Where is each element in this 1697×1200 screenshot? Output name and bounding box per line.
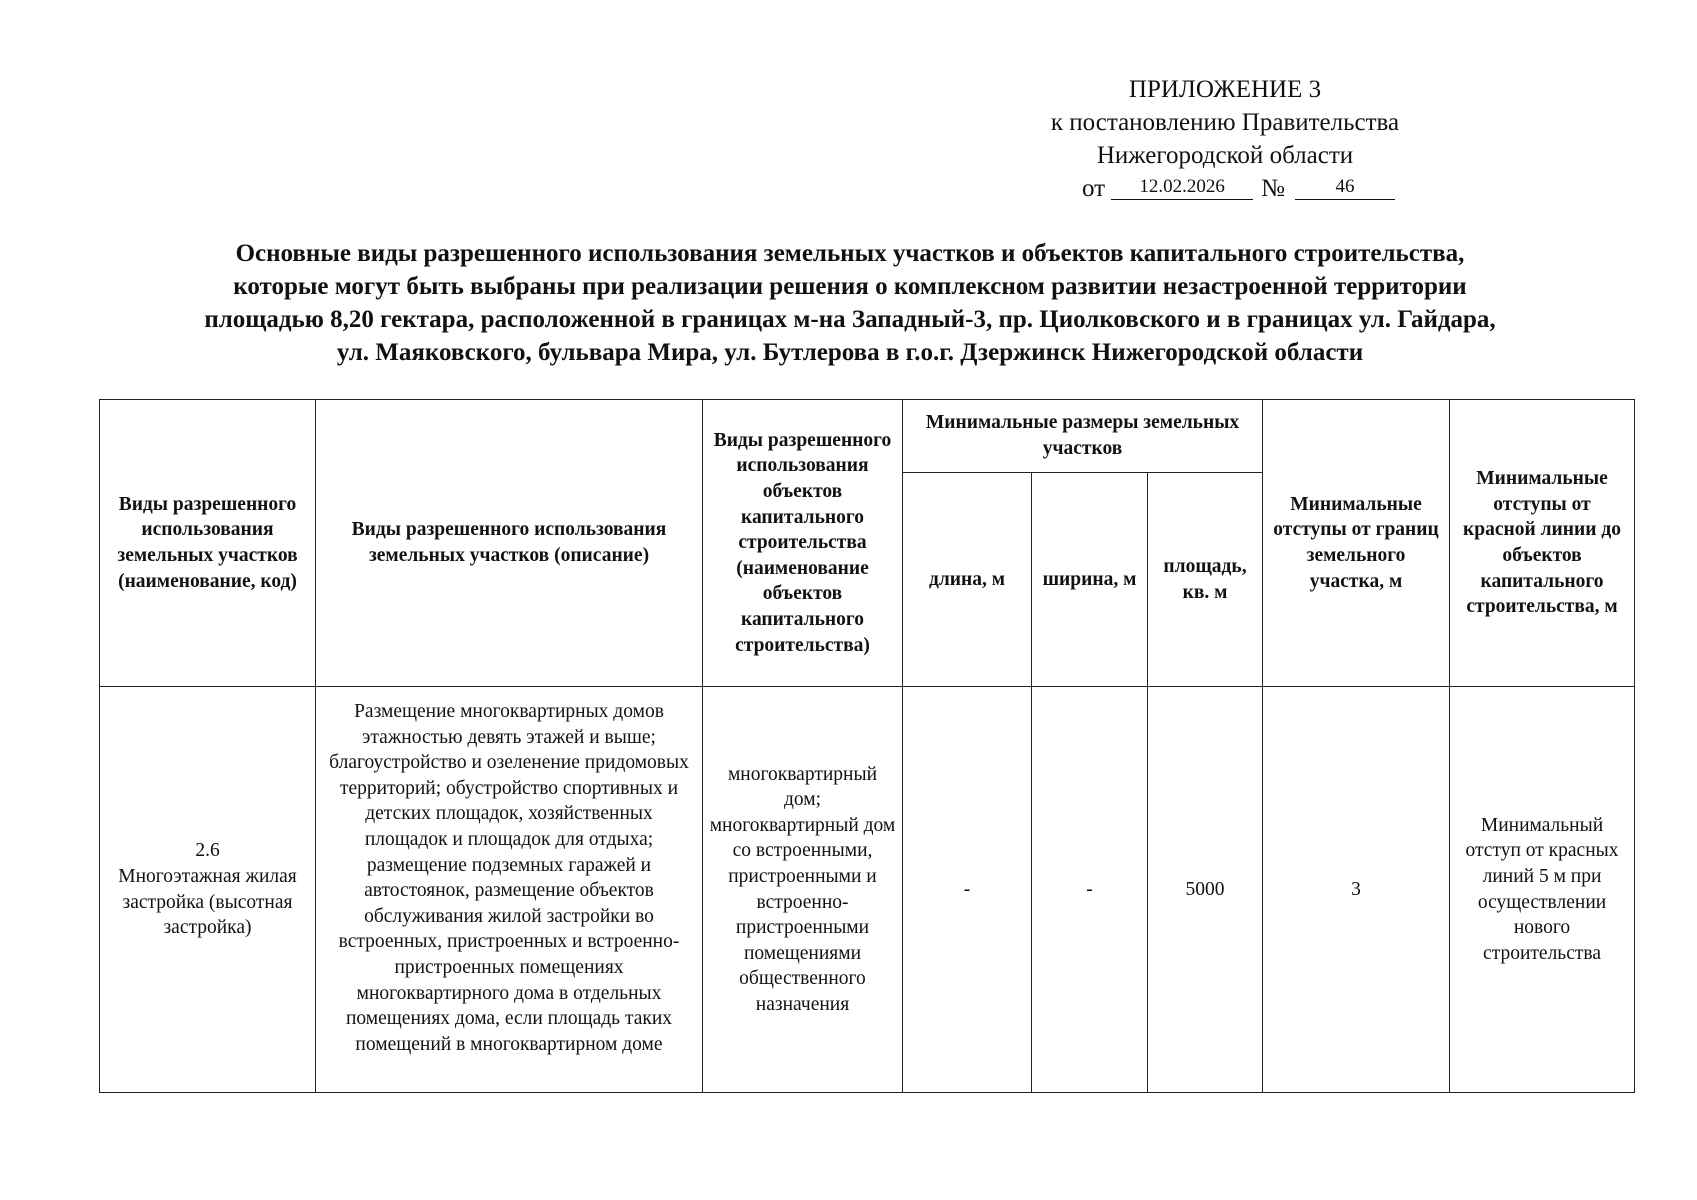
document-title xyxy=(100,237,1600,369)
appendix-region-line: Нижегородской области xyxy=(1096,142,1354,169)
cell-setback-borders: 3 xyxy=(1263,687,1450,1093)
header-land-use-name-code: Виды разрешенного использования земельных участков (наименование, код) xyxy=(100,400,316,687)
header-setback-red-line: Минимальные отступы от красной линии до объектов капитального строительства, м xyxy=(1450,400,1635,687)
header-setback-borders: Минимальные отступы от границ земельного участка, м xyxy=(1263,400,1450,687)
number-label: № xyxy=(1261,175,1285,202)
cell-capital-objects: многоквартирный дом; многоквартирный дом со встроенными, пристроенными и встроенно-пристроенными помещениями общественного назначения xyxy=(703,687,903,1093)
cell-area: 5000 xyxy=(1148,687,1263,1093)
table-header-row-1 xyxy=(100,400,1635,473)
appendix-header xyxy=(1030,73,1420,205)
from-label: от xyxy=(1082,175,1106,202)
cell-length: - xyxy=(903,687,1032,1093)
header-area: площадь, кв. м xyxy=(1148,473,1263,687)
land-use-code: 2.6 xyxy=(195,840,220,862)
cell-width: - xyxy=(1032,687,1148,1093)
title-line-2: которые могут быть выбраны при реализации решения о комплексном развитии незастроенной территории xyxy=(233,273,1467,300)
cell-setback-red-line: Минимальный отступ от красных линий 5 м при осуществлении нового строительства xyxy=(1450,687,1635,1093)
title-line-4: ул. Маяковского, бульвара Мира, ул. Бутлерова в г.о.г. Дзержинск Нижегородской области xyxy=(336,339,1364,366)
land-use-table xyxy=(99,399,1635,1093)
header-min-plot-sizes: Минимальные размеры земельных участков xyxy=(903,400,1263,473)
cell-description xyxy=(316,687,703,1093)
header-land-use-description: Виды разрешенного использования земельных участков (описание) xyxy=(316,400,703,687)
land-use-name: Многоэтажная жилая застройка (высотная застройка) xyxy=(118,865,297,939)
appendix-title: ПРИЛОЖЕНИЕ 3 xyxy=(1128,76,1322,103)
appendix-date-number-line xyxy=(1030,172,1420,205)
header-width: ширина, м xyxy=(1032,473,1148,687)
cell-land-use-name xyxy=(100,687,316,1093)
land-use-description: Размещение многоквартирных домов этажностью девять этажей и выше; благоустройство и озеленение придомовых территорий; обустройство спортивных и детских площадок, хозяйственных площадок и площадок для отдыха; размещение подземных гаражей и автостоянок, размещение объектов обслуживания жилой застройки во встроенных, пристроенных и встроенно-пристроенных помещениях многоквартирного дома в отдельных помещениях дома, если площадь таких помещений в многоквартирном доме xyxy=(329,701,689,1055)
title-line-3: площадью 8,20 гектара, расположенной в границах м-на Западный-3, пр. Циолковского и в границах ул. Гайдара, xyxy=(204,306,1496,333)
resolution-date: 12.02.2026 xyxy=(1111,175,1253,200)
appendix-resolution-line: к постановлению Правительства xyxy=(1050,109,1400,136)
title-line-1: Основные виды разрешенного использования земельных участков и объектов капитального строительства, xyxy=(235,240,1465,267)
resolution-number: 46 xyxy=(1295,175,1395,200)
table-row xyxy=(100,687,1635,1093)
header-capital-objects: Виды разрешенного использования объектов капитального строительства (наименование объектов капитального строительства) xyxy=(703,400,903,687)
header-length: длина, м xyxy=(903,473,1032,687)
